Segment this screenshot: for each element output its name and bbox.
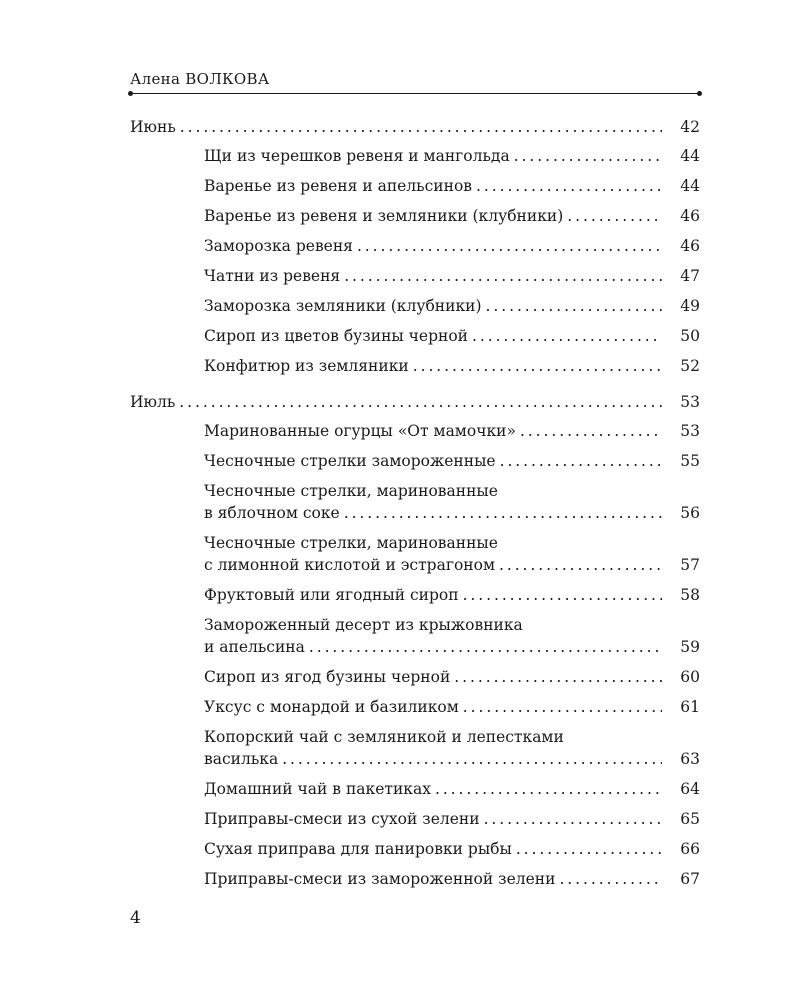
entry-title: Чесночные стрелки замороженные	[204, 452, 496, 470]
entry-last-line	[204, 205, 700, 227]
toc-entry[interactable]	[204, 614, 700, 658]
dot-leader	[520, 420, 662, 442]
entry-title: Сироп из ягод бузины черной	[204, 668, 451, 686]
entry-page-number: 52	[680, 357, 700, 375]
section-page-number: 53	[680, 393, 700, 411]
entry-title: Уксус с монардой и базиликом	[204, 698, 459, 716]
entry-title: Варенье из ревеня и апельсинов	[204, 177, 473, 195]
entry-last-line	[204, 696, 700, 718]
entry-title: в яблочном соке	[204, 504, 340, 522]
dot-leader	[454, 666, 662, 688]
dot-leader	[413, 355, 662, 377]
dot-leader	[472, 325, 662, 347]
entry-page-number: 56	[680, 504, 700, 522]
entry-page-number: 66	[680, 840, 700, 858]
section-title: Июль	[130, 393, 176, 411]
header-rule	[130, 93, 700, 94]
entry-title: Сухая приправа для панировки рыбы	[204, 840, 512, 858]
toc-entry[interactable]	[204, 726, 700, 770]
entry-page-number: 46	[680, 207, 700, 225]
toc-section-heading[interactable]	[130, 116, 700, 138]
entry-last-line	[204, 175, 700, 197]
toc-entry[interactable]	[204, 480, 700, 524]
entry-page-number: 59	[680, 638, 700, 656]
entry-last-line	[204, 554, 700, 576]
entry-title: Маринованные огурцы «От мамочки»	[204, 422, 516, 440]
dot-leader	[559, 868, 662, 890]
toc-section-heading[interactable]	[130, 391, 700, 413]
dot-leader	[309, 636, 662, 658]
entry-page-number: 49	[680, 297, 700, 315]
entry-last-line	[204, 325, 700, 347]
dot-leader	[357, 235, 662, 257]
toc-entry[interactable]	[204, 868, 700, 890]
entry-page-number: 61	[680, 698, 700, 716]
entry-last-line	[204, 666, 700, 688]
entry-title: Чатни из ревеня	[204, 267, 341, 285]
entry-title-line: Замороженный десерт из крыжовника	[204, 616, 523, 634]
entry-page-number: 60	[680, 668, 700, 686]
toc-entry[interactable]	[204, 265, 700, 287]
entry-title: василька	[204, 750, 279, 768]
dot-leader	[567, 205, 662, 227]
entry-last-line	[204, 450, 700, 472]
entry-title-line: Чесночные стрелки, маринованные	[204, 482, 498, 500]
entry-last-line	[204, 265, 700, 287]
entry-page-number: 50	[680, 327, 700, 345]
entry-last-line	[204, 502, 700, 524]
entry-page-number: 53	[680, 422, 700, 440]
toc-entry[interactable]	[204, 145, 700, 167]
entry-last-line	[204, 778, 700, 800]
entry-title: и апельсина	[204, 638, 305, 656]
dot-leader	[463, 584, 662, 606]
dot-leader	[516, 838, 662, 860]
toc-section	[130, 391, 700, 890]
entry-title: Щи из черешков ревеня и мангольда	[204, 147, 510, 165]
dot-leader	[344, 502, 662, 524]
toc-entry[interactable]	[204, 355, 700, 377]
entry-last-line	[204, 838, 700, 860]
entry-title: Приправы-смеси из замороженной зелени	[204, 870, 556, 888]
dot-leader	[435, 778, 662, 800]
entry-title: Варенье из ревеня и земляники (клубники)	[204, 207, 564, 225]
toc-entry[interactable]	[204, 666, 700, 688]
entry-title: Конфитюр из земляники	[204, 357, 409, 375]
entry-last-line	[204, 145, 700, 167]
entry-last-line	[204, 235, 700, 257]
dot-leader	[476, 175, 662, 197]
entry-page-number: 44	[680, 177, 700, 195]
entry-title: Фруктовый или ягодный сироп	[204, 586, 459, 604]
dot-leader	[500, 450, 662, 472]
entry-last-line	[204, 355, 700, 377]
entry-title-line: Чесночные стрелки, маринованные	[204, 534, 498, 552]
toc-entry[interactable]	[204, 838, 700, 860]
entry-page-number: 47	[680, 267, 700, 285]
section-page-number: 42	[680, 118, 700, 136]
entry-last-line	[204, 808, 700, 830]
entry-title: Сироп из цветов бузины черной	[204, 327, 469, 345]
section-title: Июнь	[130, 118, 176, 136]
entry-page-number: 65	[680, 810, 700, 828]
toc-entry[interactable]	[204, 325, 700, 347]
entry-page-number: 44	[680, 147, 700, 165]
entry-last-line	[204, 868, 700, 890]
entry-title: Заморозка ревеня	[204, 237, 353, 255]
entry-page-number: 67	[680, 870, 700, 888]
toc-entry[interactable]	[204, 235, 700, 257]
entry-page-number: 46	[680, 237, 700, 255]
page-number: 4	[130, 908, 141, 928]
entry-last-line	[204, 420, 700, 442]
entry-last-line	[204, 584, 700, 606]
entry-title: Заморозка земляники (клубники)	[204, 297, 482, 315]
toc-entry[interactable]	[204, 205, 700, 227]
entry-title: Домашний чай в пакетиках	[204, 780, 431, 798]
toc-entry[interactable]	[204, 696, 700, 718]
dot-leader	[179, 391, 662, 413]
dot-leader	[514, 145, 662, 167]
entry-last-line	[204, 636, 700, 658]
toc-entry[interactable]	[204, 532, 700, 576]
dot-leader	[484, 808, 662, 830]
entry-page-number: 55	[680, 452, 700, 470]
dot-leader	[282, 748, 662, 770]
entry-title: с лимонной кислотой и эстрагоном	[204, 556, 495, 574]
dot-leader	[486, 295, 662, 317]
entry-page-number: 64	[680, 780, 700, 798]
entry-title-line: Копорский чай с земляникой и лепестками	[204, 728, 564, 746]
entry-last-line	[204, 748, 700, 770]
dot-leader	[344, 265, 662, 287]
entry-last-line	[204, 295, 700, 317]
running-head: Алена ВОЛКОВА	[130, 70, 270, 88]
toc-entry[interactable]	[204, 778, 700, 800]
dot-leader	[499, 554, 662, 576]
entry-page-number: 58	[680, 586, 700, 604]
toc-entry[interactable]	[204, 808, 700, 830]
entry-page-number: 63	[680, 750, 700, 768]
toc-entry[interactable]	[204, 175, 700, 197]
toc-entry[interactable]	[204, 295, 700, 317]
table-of-contents	[130, 116, 700, 904]
dot-leader	[463, 696, 662, 718]
entry-title: Приправы-смеси из сухой зелени	[204, 810, 480, 828]
dot-leader	[180, 116, 662, 138]
toc-entry[interactable]	[204, 450, 700, 472]
toc-entry[interactable]	[204, 584, 700, 606]
entry-page-number: 57	[680, 556, 700, 574]
toc-entry[interactable]	[204, 420, 700, 442]
toc-section	[130, 116, 700, 377]
